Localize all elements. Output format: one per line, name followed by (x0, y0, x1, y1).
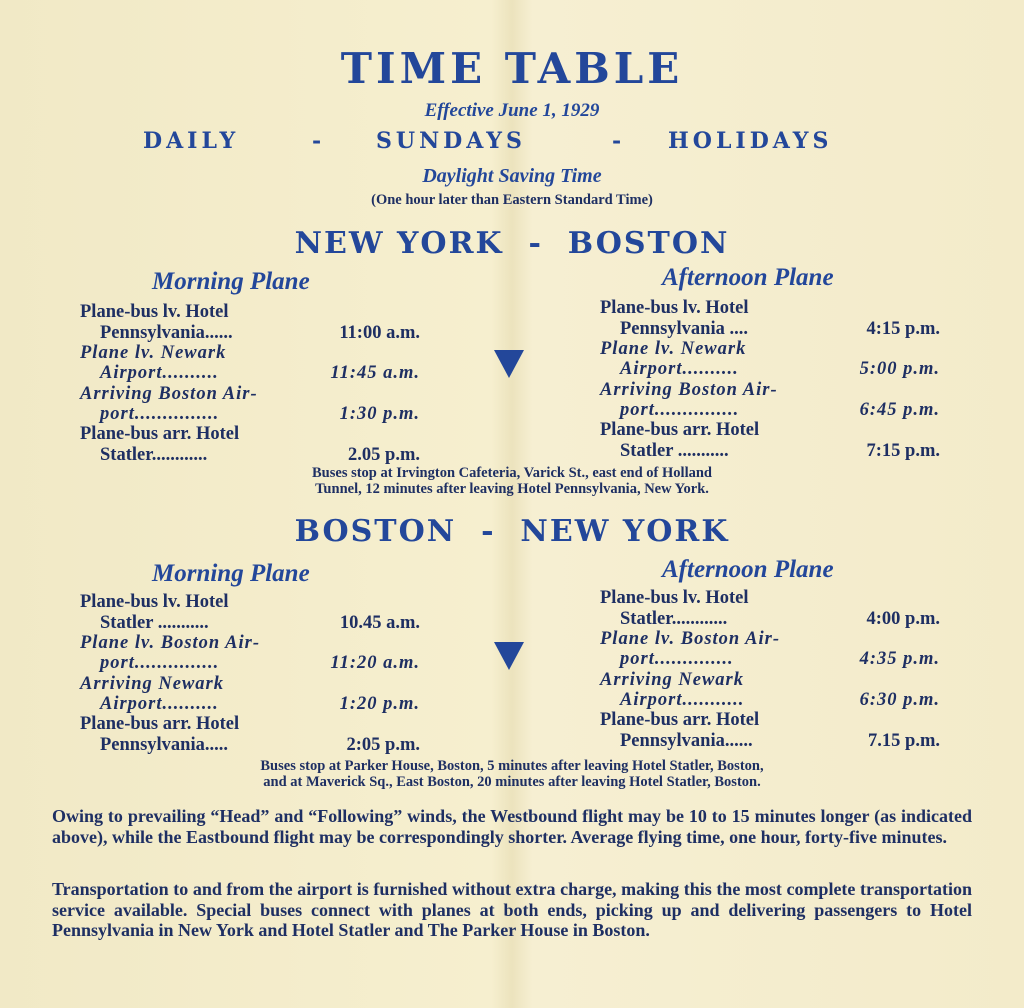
days-separator: - (612, 128, 626, 154)
stop-time: 7.15 p.m. (868, 730, 940, 751)
days-separator: - (312, 128, 326, 154)
winds-paragraph: Owing to prevailing “Head” and “Following” winds, the Westbound flight may be 10 to 15 minutes longer (as indicated above), while the Eastbound flight may be correspondingly shorter. Average flying time, one hour, forty-five minutes. (52, 806, 972, 847)
stop-label-line1: Arriving Newark (600, 669, 745, 690)
stop-label-line2: Statler ........... (620, 440, 729, 461)
stop-time: 4:00 p.m. (866, 608, 940, 629)
bus-stop-note: Buses stop at Parker House, Boston, 5 minutes after leaving Hotel Statler, Boston, (260, 758, 764, 774)
plane-heading: Morning Plane (152, 560, 310, 587)
stop-time: 1:30 p.m. (339, 404, 420, 425)
bus-stop-note: and at Maverick Sq., East Boston, 20 minutes after leaving Hotel Statler, Boston. (263, 774, 761, 790)
stop-label-line2: Airport.......... (620, 359, 739, 380)
schedule-stop (80, 674, 420, 715)
stop-label-line1: Plane-bus arr. Hotel (600, 710, 760, 731)
days-holidays: HOLIDAYS (668, 128, 833, 154)
effective-date: Effective June 1, 1929 (424, 100, 600, 121)
stop-label-line2: Statler............ (100, 444, 208, 465)
stop-time: 11:20 a.m. (330, 653, 420, 674)
stop-time: 11:45 a.m. (330, 363, 420, 384)
schedule-stop (600, 710, 940, 751)
stop-time: 2:05 p.m. (346, 734, 420, 755)
stop-label-line2: port............... (620, 400, 740, 421)
stop-time: 1:20 p.m. (339, 694, 420, 715)
stop-label-line1: Plane lv. Newark (600, 338, 747, 359)
stop-time: 11:00 a.m. (339, 322, 420, 343)
stop-label-line2: port............... (100, 653, 220, 674)
schedule-stop (80, 424, 420, 465)
stop-time: 4:15 p.m. (866, 318, 940, 339)
stop-label-line1: Plane lv. Boston Air- (80, 632, 260, 653)
stop-label-line1: Arriving Newark (80, 673, 225, 694)
schedule-stop (600, 420, 940, 461)
stop-label-line1: Plane lv. Boston Air- (600, 628, 780, 649)
page-title: TIME TABLE (340, 44, 684, 93)
schedule-stop (600, 380, 940, 421)
stop-label-line1: Plane lv. Newark (80, 342, 227, 363)
plane-heading: Afternoon Plane (662, 264, 834, 291)
schedule-stop (600, 298, 940, 339)
stop-label-line1: Plane-bus lv. Hotel (600, 588, 749, 608)
route-heading: BOSTON - NEW YORK (294, 514, 730, 549)
plane-heading: Morning Plane (152, 268, 310, 295)
stop-time: 6:30 p.m. (859, 690, 940, 711)
days-sundays: SUNDAYS (376, 128, 526, 154)
schedule-stop (600, 339, 940, 380)
plane-heading: Afternoon Plane (662, 556, 834, 583)
stop-label-line2: Airport.......... (100, 694, 219, 715)
stop-label-line1: Plane-bus arr. Hotel (80, 714, 240, 735)
bus-stop-note: Tunnel, 12 minutes after leaving Hotel Pennsylvania, New York. (315, 481, 709, 497)
stop-label-line2: Pennsylvania..... (100, 734, 228, 755)
stop-time: 4:35 p.m. (859, 649, 940, 670)
stop-label-line2: Pennsylvania...... (100, 322, 233, 343)
schedule-stop (600, 588, 940, 629)
days-daily: DAILY (143, 128, 240, 154)
stop-label-line1: Plane-bus lv. Hotel (80, 592, 229, 612)
stop-label-line1: Arriving Boston Air- (600, 379, 778, 400)
stop-label-line1: Plane-bus arr. Hotel (600, 420, 760, 441)
down-arrow-icon (494, 642, 524, 670)
daylight-saving-label: Daylight Saving Time (422, 165, 602, 187)
stop-time: 7:15 p.m. (866, 440, 940, 461)
stop-label-line2: Statler ........... (100, 612, 209, 633)
route-heading: NEW YORK - BOSTON (294, 226, 730, 261)
transportation-paragraph: Transportation to and from the airport is furnished without extra charge, making this the most complete transportation service available. Special buses connect with planes at both ends, picking up and delivering passengers to Hotel Pennsylvania in New York and Hotel Statler and The Parker House in Boston. (52, 879, 972, 940)
stop-label-line2: Pennsylvania .... (620, 318, 748, 339)
stop-label-line2: port.............. (620, 649, 734, 670)
schedule-stop (80, 592, 420, 633)
stop-label-line2: Pennsylvania...... (620, 730, 753, 751)
stop-label-line1: Plane-bus lv. Hotel (80, 302, 229, 322)
schedule-stop (600, 670, 940, 711)
stop-label-line1: Arriving Boston Air- (80, 383, 258, 404)
stop-label-line2: port............... (100, 404, 220, 425)
bus-stop-note: Buses stop at Irvington Cafeteria, Varick St., east end of Holland (312, 465, 712, 481)
stop-label-line1: Plane-bus lv. Hotel (600, 298, 749, 318)
schedule-stop (80, 343, 420, 384)
schedule-stop (80, 714, 420, 755)
stop-label-line2: Airport........... (620, 690, 745, 711)
stop-time: 2.05 p.m. (348, 444, 420, 465)
schedule-stop (600, 629, 940, 670)
stop-label-line2: Airport.......... (100, 363, 219, 384)
down-arrow-icon (494, 350, 524, 378)
stop-time: 6:45 p.m. (859, 400, 940, 421)
schedule-stop (80, 302, 420, 343)
schedule-stop (80, 633, 420, 674)
stop-time: 5:00 p.m. (859, 359, 940, 380)
daylight-saving-note: (One hour later than Eastern Standard Time) (371, 192, 653, 208)
schedule-stop (80, 384, 420, 425)
stop-label-line2: Statler............ (620, 608, 728, 629)
stop-label-line1: Plane-bus arr. Hotel (80, 424, 240, 445)
stop-time: 10.45 a.m. (339, 612, 420, 633)
